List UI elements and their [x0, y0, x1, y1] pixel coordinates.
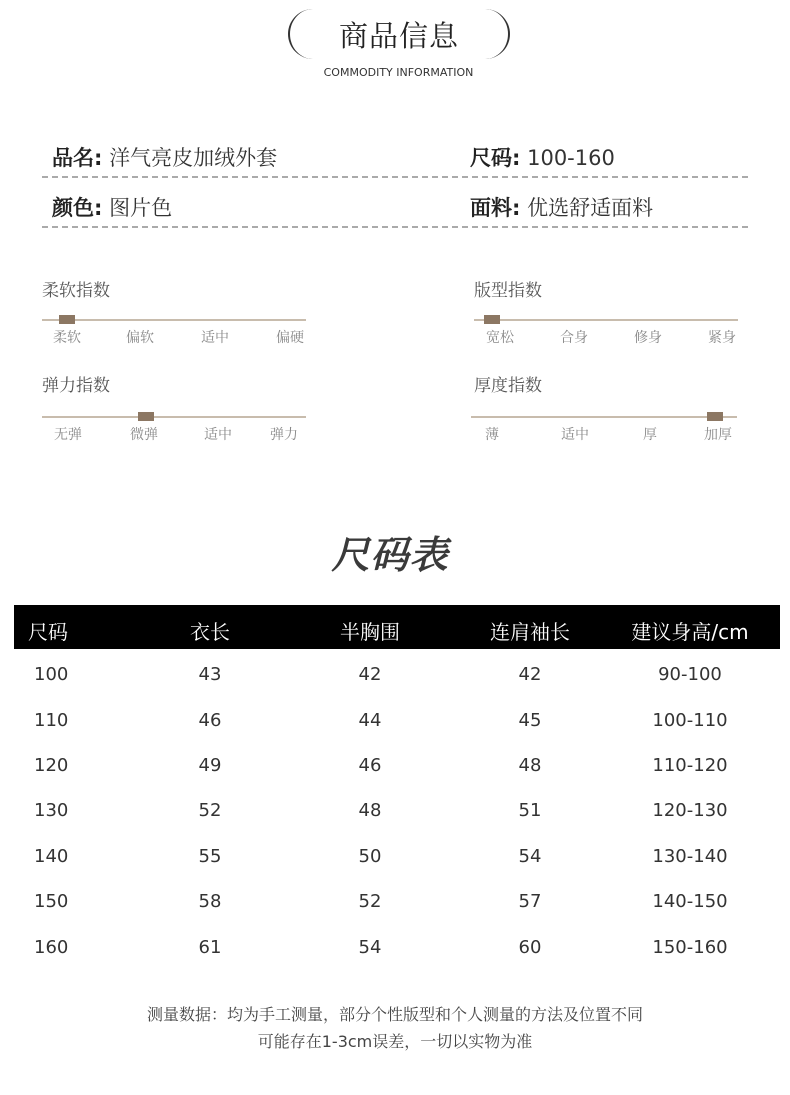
table-cell: 130 [34, 800, 69, 821]
table-cell: 55 [198, 846, 222, 867]
info-label: 品名: [52, 146, 103, 170]
scale-marker [484, 315, 500, 324]
table-cell: 49 [198, 755, 222, 776]
table-cell: 160 [34, 937, 69, 958]
scale-option: 适中 [561, 427, 589, 443]
table-cell: 45 [518, 710, 542, 731]
scale-option: 柔软 [53, 330, 81, 346]
table-header-cell: 衣长 [190, 620, 230, 644]
scale-option: 无弹 [54, 427, 82, 443]
section-title: 商品信息 [338, 19, 459, 53]
divider [42, 226, 748, 228]
table-cell: 57 [518, 891, 542, 912]
info-value: 优选舒适面料 [527, 196, 654, 220]
section-subtitle: COMMODITY INFORMATION [323, 66, 474, 79]
measurement-note: 可能存在1-3cm误差，一切以实物为准 [257, 1032, 533, 1051]
scale-title: 柔软指数 [42, 281, 110, 301]
table-cell: 46 [358, 755, 382, 776]
scale-option: 微弹 [130, 427, 158, 443]
info-label: 尺码: [470, 146, 521, 170]
table-header-cell: 半胸围 [340, 620, 400, 644]
info-label: 颜色: [52, 196, 103, 220]
info-value: 洋气亮皮加绒外套 [109, 146, 278, 170]
scale-option: 弹力 [270, 427, 298, 443]
table-cell: 140-150 [652, 891, 728, 912]
table-cell: 52 [198, 800, 222, 821]
table-cell: 90-100 [658, 664, 722, 685]
table-cell: 46 [198, 710, 222, 731]
table-header-cell: 连肩袖长 [490, 620, 570, 644]
info-label: 面料: [470, 196, 521, 220]
scale-marker [707, 412, 723, 421]
scale-option: 加厚 [704, 427, 732, 443]
table-cell: 42 [518, 664, 542, 685]
scale-track [471, 416, 737, 418]
table-cell: 52 [358, 891, 382, 912]
info-product-name [52, 142, 277, 172]
table-header-cell: 尺码 [28, 620, 68, 644]
scale-option: 修身 [634, 330, 662, 346]
scale-option: 紧身 [708, 330, 736, 346]
info-value: 100-160 [527, 146, 615, 170]
divider [42, 176, 748, 178]
table-cell: 58 [198, 891, 222, 912]
table-cell: 100-110 [652, 710, 728, 731]
scale-marker [59, 315, 75, 324]
scale-title: 弹力指数 [42, 376, 110, 396]
scale-option: 偏硬 [276, 330, 304, 346]
scale-option: 宽松 [486, 330, 514, 346]
table-cell: 48 [358, 800, 382, 821]
table-cell: 43 [198, 664, 222, 685]
scale-track [42, 416, 306, 418]
info-fabric [470, 192, 653, 222]
table-cell: 54 [358, 937, 382, 958]
table-cell: 120 [34, 755, 69, 776]
table-cell: 150 [34, 891, 69, 912]
scale-option: 厚 [643, 427, 657, 443]
scale-option: 薄 [485, 427, 499, 443]
table-cell: 120-130 [652, 800, 728, 821]
table-cell: 54 [518, 846, 542, 867]
table-cell: 51 [518, 800, 542, 821]
scale-title: 版型指数 [474, 281, 542, 301]
info-value: 图片色 [109, 196, 173, 220]
table-cell: 140 [34, 846, 69, 867]
table-header-cell: 建议身高/cm [631, 620, 749, 644]
scale-option: 适中 [201, 330, 229, 346]
scale-option: 合身 [560, 330, 588, 346]
measurement-note: 测量数据：均为手工测量，部分个性版型和个人测量的方法及位置不同 [146, 1005, 643, 1024]
table-cell: 50 [358, 846, 382, 867]
scale-track [474, 319, 738, 321]
info-color [52, 192, 172, 222]
table-cell: 61 [198, 937, 222, 958]
table-cell: 60 [518, 937, 542, 958]
scale-title: 厚度指数 [474, 376, 542, 396]
scale-track [42, 319, 306, 321]
table-cell: 44 [358, 710, 382, 731]
scale-marker [138, 412, 154, 421]
scale-option: 偏软 [126, 330, 154, 346]
table-cell: 48 [518, 755, 542, 776]
table-cell: 110-120 [652, 755, 728, 776]
table-cell: 130-140 [652, 846, 728, 867]
table-cell: 150-160 [652, 937, 728, 958]
table-cell: 100 [34, 664, 69, 685]
table-cell: 42 [358, 664, 382, 685]
size-chart-title: 尺码表 [331, 533, 449, 577]
table-cell: 110 [34, 710, 69, 731]
info-size [470, 142, 615, 172]
scale-option: 适中 [204, 427, 232, 443]
